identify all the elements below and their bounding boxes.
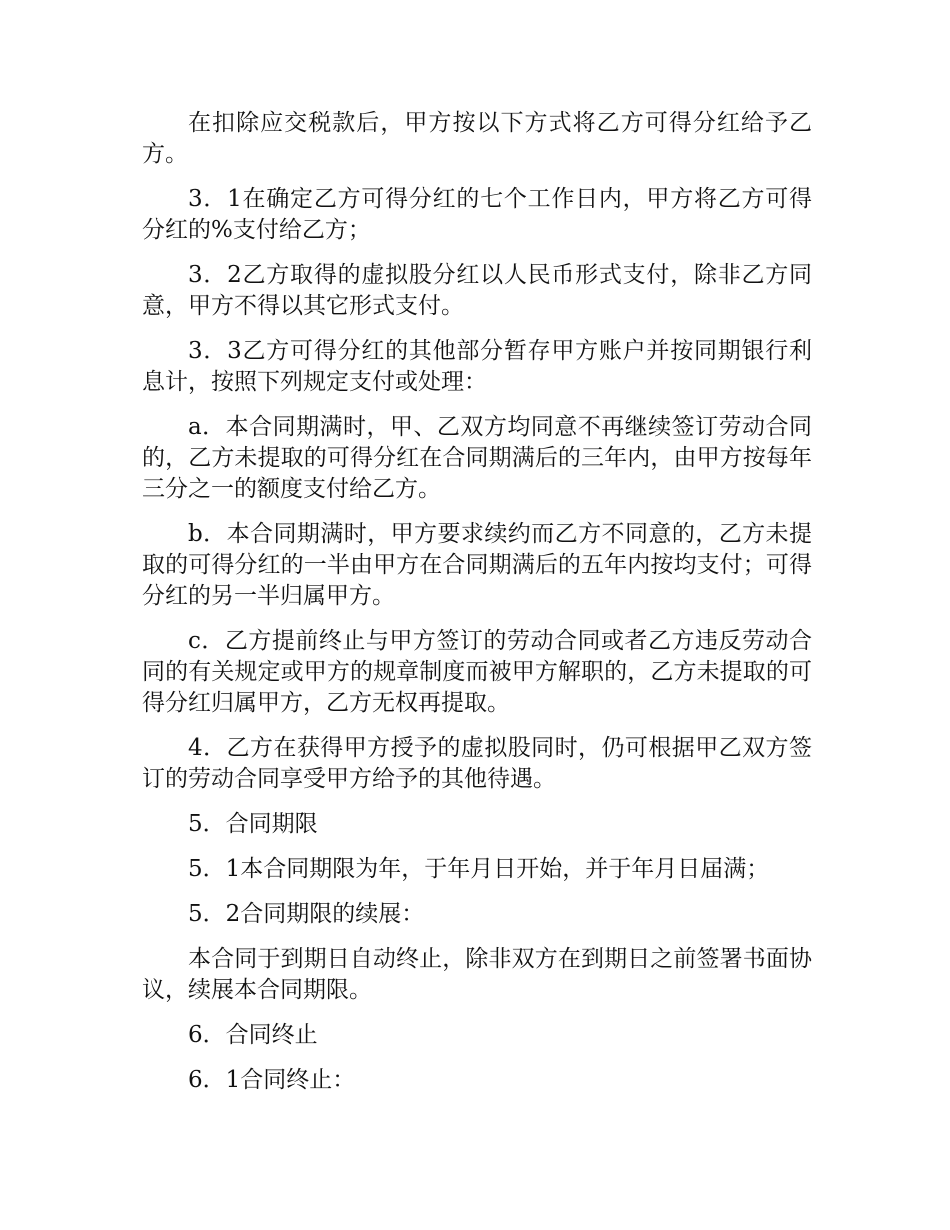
paragraph-b: b．本合同期满时，甲方要求续约而乙方不同意的，乙方未提取的可得分红的一半由甲方在合同期满后的五年内按均支付；可得分红的另一半归属甲方。 <box>142 521 812 609</box>
paragraph-6-1: 6．1合同终止： <box>188 1067 356 1093</box>
paragraph-3-2: 3．2乙方取得的虚拟股分红以人民币形式支付，除非乙方同意，甲方不得以其它形式支付。 <box>142 262 812 319</box>
paragraph-5-1: 5．1本合同期限为年，于年月日开始，并于年月日届满； <box>188 856 770 882</box>
paragraph-5-2: 5．2合同期限的续展： <box>188 901 425 927</box>
paragraph-3-1: 3．1在确定乙方可得分红的七个工作日内，甲方将乙方可得分红的%支付给乙方； <box>142 186 812 243</box>
paragraph-4: 4．乙方在获得甲方授予的虚拟股同时，仍可根据甲乙双方签订的劳动合同享受甲方给予的其他待遇。 <box>142 735 812 792</box>
paragraph-dividend-intro: 在扣除应交税款后，甲方按以下方式将乙方可得分红给予乙方。 <box>142 110 812 167</box>
paragraph-renewal: 本合同于到期日自动终止，除非双方在到期日之前签署书面协议，续展本合同期限。 <box>142 946 812 1003</box>
document-page <box>142 108 812 1110</box>
paragraph-c: c．乙方提前终止与甲方签订的劳动合同或者乙方违反劳动合同的有关规定或甲方的规章制度而被甲方解职的，乙方未提取的可得分红归属甲方，乙方无权再提取。 <box>142 628 812 716</box>
paragraph-a: a．本合同期满时，甲、乙双方均同意不再继续签订劳动合同的，乙方未提取的可得分红在合同期满后的三年内，由甲方按每年三分之一的额度支付给乙方。 <box>142 414 812 502</box>
paragraph-3-3: 3．3乙方可得分红的其他部分暂存甲方账户并按同期银行利息计，按照下列规定支付或处理： <box>142 338 812 395</box>
heading-6-termination: 6．合同终止 <box>188 1022 318 1048</box>
heading-5-contract-term: 5．合同期限 <box>188 811 318 837</box>
